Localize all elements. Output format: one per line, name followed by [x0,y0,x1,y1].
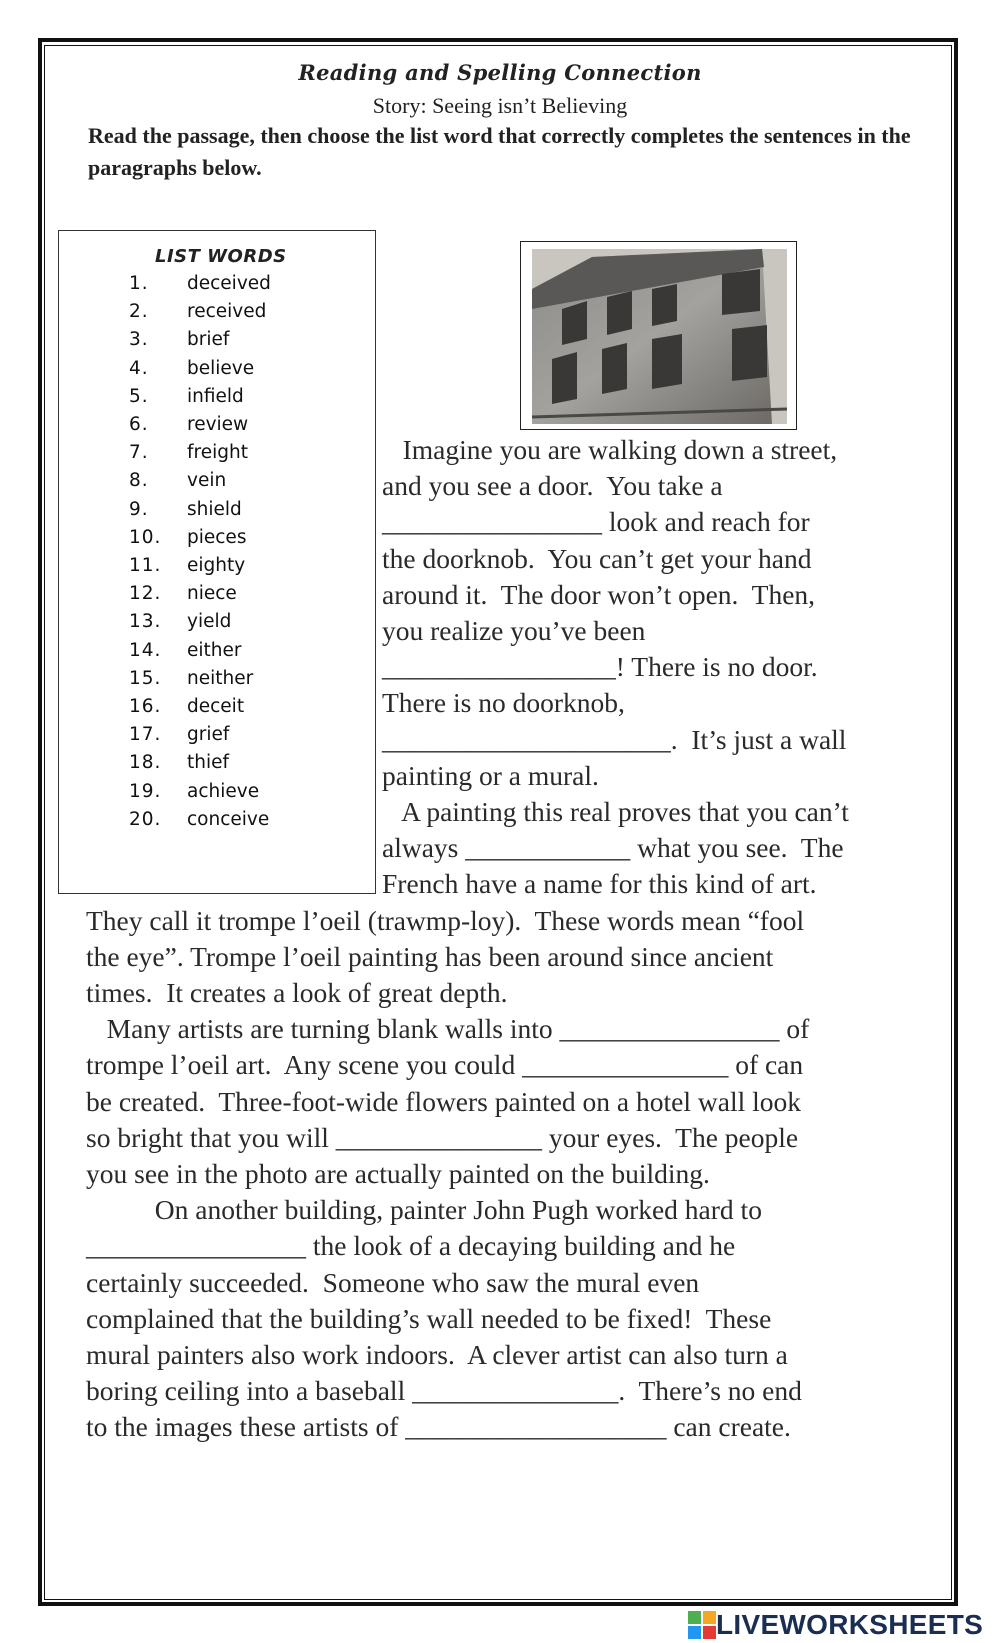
list-word-number: 3. [129,329,149,351]
passage-line: around it. The door won’t open. Then, [382,578,816,610]
list-word: vein [187,470,227,492]
list-word: conceive [187,808,270,830]
list-word-item [129,442,248,471]
passage-line: _________________! There is no door. [382,651,818,683]
passage-line: Imagine you are walking down a street, [382,434,838,465]
list-word-number: 10. [129,526,162,548]
list-word-item [129,499,242,528]
list-word-item [129,470,226,499]
liveworksheets-logo-text: LIVEWORKSHEETS [716,1609,984,1640]
list-word-item [129,273,271,302]
story-title: Story: Seeing isn’t Believing [372,93,628,118]
list-word-item [129,611,231,640]
list-word-item [129,724,229,753]
list-word: eighty [187,555,246,576]
passage-line: They call it trompe l’oeil (trawmp-loy). These words mean “fool [86,904,805,936]
list-word: shield [187,498,242,520]
liveworksheets-logo-icon [688,1611,716,1639]
passage-line: be created. Three-foot-wide flowers painted on a hotel wall look [86,1085,801,1117]
list-word-item [129,555,245,584]
list-word-number: 8. [129,470,149,492]
passage-line: French have a name for this kind of art. [382,868,817,900]
list-word-item [129,668,253,697]
list-word-item [129,781,259,810]
list-word-item [129,752,229,781]
list-word: pieces [187,526,247,548]
list-word: received [187,301,267,323]
list-word-number: 13. [129,611,162,633]
list-word-item [129,386,244,415]
list-word: thief [187,752,230,774]
passage-line: A painting this real proves that you can’t [382,796,849,827]
passage-line: ________________ the look of a decaying building and he [86,1230,736,1262]
list-word-item [129,640,242,669]
list-word-number: 2. [129,301,149,323]
list-word-number: 9. [129,498,149,520]
list-word-item [129,301,266,330]
list-word: grief [187,724,230,746]
liveworksheets-logo [688,1610,983,1640]
list-word-item [129,329,229,358]
building-mural-image [532,249,787,424]
list-word-number: 12. [129,583,162,605]
list-word-number: 15. [129,667,162,689]
list-word-number: 16. [129,696,162,717]
passage-line: times. It creates a look of great depth. [86,977,508,1008]
list-word-number: 14. [129,639,162,661]
passage-line: mural painters also work indoors. A clever artist can also turn a [86,1339,788,1370]
list-word: deceit [187,696,245,717]
list-word-number: 19. [129,780,162,802]
passage-line: certainly succeeded. Someone who saw the mural even [86,1266,700,1298]
passage-line: On another building, painter John Pugh worked hard to [86,1194,762,1226]
list-words-box [58,230,376,894]
passage-line: the doorknob. You can’t get your hand [382,542,812,574]
passage-line: _____________________. It’s just a wall [382,723,847,755]
list-word: niece [187,583,237,605]
list-word: believe [187,357,255,379]
list-word-number: 4. [129,357,149,379]
list-word-number: 5. [129,385,149,407]
list-word: either [187,639,242,661]
list-word: review [187,414,249,435]
list-word: yield [187,611,232,633]
passage-line: There is no doorknob, [382,687,625,719]
list-word-item [129,583,237,612]
passage-line: trompe l’oeil art. Any scene you could _______________ of can [86,1049,804,1081]
list-word-number: 1. [129,273,149,294]
list-word: achieve [187,780,260,802]
passage-line: ________________ look and reach for [382,506,810,538]
list-words-title: LIST WORDS [155,246,287,267]
passage-line: boring ceiling into a baseball _______________. There’s no end [86,1375,802,1407]
passage-line: Many artists are turning blank walls into ________________ of [86,1013,810,1045]
list-word-item [129,358,254,387]
passage-line: and you see a door. You take a [382,470,723,502]
passage-line: so bright that you will _______________ your eyes. The people [86,1121,799,1153]
list-word-number: 11. [129,555,162,576]
list-word-number: 17. [129,724,162,746]
list-word-number: 7. [129,442,149,464]
passage-line: to the images these artists of ___________________ can create. [86,1411,791,1443]
mural-photo [520,241,797,430]
list-word: freight [187,442,248,464]
list-word-item [129,527,246,556]
list-word: neither [187,667,254,689]
passage-line: complained that the building’s wall needed to be fixed! These [86,1302,772,1334]
worksheet-title: Reading and Spelling Connection [298,60,702,85]
instructions: Read the passage, then choose the list word that correctly completes the sentences in the paragraphs below. [88,123,911,180]
list-word: infield [187,385,244,407]
list-word-number: 18. [129,752,162,774]
passage-line: you see in the photo are actually painted on the building. [86,1158,710,1189]
list-word-item [129,809,269,838]
passage-line: you realize you’ve been [382,615,646,646]
list-word-item [129,414,248,443]
list-word-item [129,696,244,725]
passage-line: always ____________ what you see. The [382,832,844,864]
list-word-number: 20. [129,808,162,830]
passage-line: painting or a mural. [382,759,599,791]
list-word-number: 6. [129,414,149,435]
list-word: brief [187,329,230,351]
list-word: deceived [187,273,271,294]
passage-line: the eye”. Trompe l’oeil painting has been around since ancient [86,940,774,972]
